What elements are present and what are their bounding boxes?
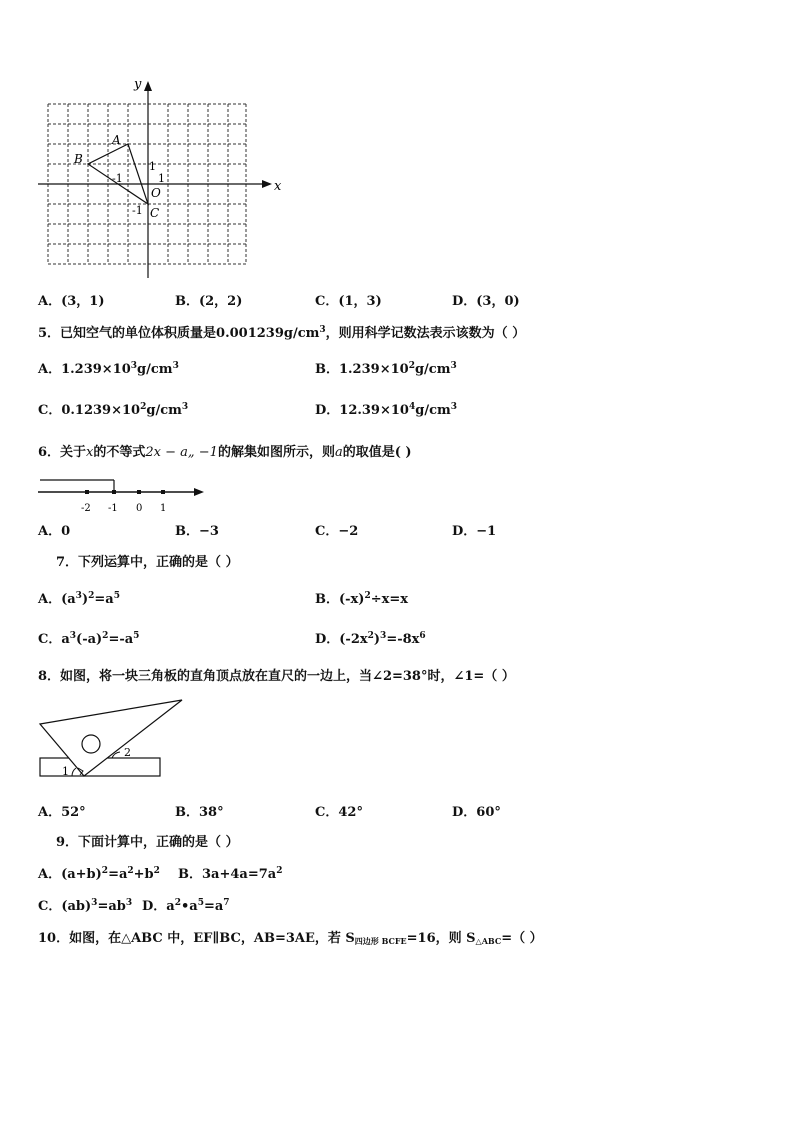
tick-mark [137, 490, 141, 494]
q8-stem: 8．如图，将一块三角板的直角顶点放在直尺的一边上，当∠2=38°时，∠1=（ ） [38, 669, 515, 684]
q5-option-d[interactable]: D．$12.39\times 10^4g/cm^3$ [315, 402, 458, 418]
q6-option-a[interactable]: A．0 [38, 524, 71, 539]
origin-label: O [151, 186, 161, 200]
numberline-label: 1 [160, 503, 167, 514]
q7-option-b[interactable]: B．$(-x)^2\div x=x$ [315, 591, 408, 607]
q9-option-c[interactable]: C．$(ab)^3=ab^3$ [38, 898, 133, 914]
y-axis-label: y [134, 77, 142, 92]
point-a-label: A [112, 133, 121, 147]
q4-option-b[interactable]: B．(2，2) [175, 294, 243, 309]
tick-mark [161, 490, 165, 494]
tick-y-neg: -1 [132, 204, 143, 217]
q7-stem: 7．下列运算中，正确的是（ ） [56, 555, 239, 570]
q6-option-b[interactable]: B．−3 [175, 524, 219, 539]
q9-option-a[interactable]: A．$(a+b)^2=a^2+b^2$ [38, 866, 160, 882]
q6-option-c[interactable]: C．−2 [315, 524, 359, 539]
numberline-label: -1 [108, 503, 118, 514]
q6-option-d[interactable]: D．−1 [452, 524, 497, 539]
tick-mark [85, 490, 89, 494]
q9-stem: 9．下面计算中，正确的是（ ） [56, 835, 239, 850]
q7-option-a[interactable]: A．$(a^3)^2=a^5$ [38, 591, 120, 607]
tick-x-neg: -1 [112, 172, 123, 185]
tick-mark [112, 490, 116, 494]
q7-option-c[interactable]: C．$a^3(-a)^2=-a^5$ [38, 631, 140, 647]
point-b-label: B [74, 152, 83, 166]
q5-option-c[interactable]: C．$0.1239\times 10^2g/cm^3$ [38, 402, 189, 418]
q4-option-d[interactable]: D．(3，0) [452, 294, 520, 309]
q6-stem: 6．关于x的不等式2x − a„ −1的解集如图所示，则a的取值是( ) [38, 445, 412, 460]
number-line-arrow [194, 488, 204, 496]
q8-option-b[interactable]: B．38° [175, 805, 224, 820]
q8-option-c[interactable]: C．42° [315, 805, 363, 820]
number-line-figure [36, 476, 210, 516]
q8-option-d[interactable]: D．60° [452, 805, 501, 820]
q9-option-b[interactable]: B．$3a+4a=7a^2$ [178, 866, 283, 882]
q8-option-a[interactable]: A．52° [38, 805, 86, 820]
angle2-label: 2 [124, 746, 131, 759]
q4-option-c[interactable]: C．(1，3) [315, 294, 382, 309]
tick-x-pos: 1 [158, 172, 165, 185]
q7-option-d[interactable]: D．$(-2x^2)^3=-8x^6$ [315, 631, 426, 647]
coordinate-grid-figure [34, 74, 288, 284]
q5-stem: 5．已知空气的单位体积质量是$0.001239g/cm^3$，则用科学记数法表示该数为（ ） [38, 325, 526, 341]
numberline-label: 0 [136, 503, 143, 514]
q5-option-a[interactable]: A．$1.239\times 10^3g/cm^3$ [38, 361, 179, 377]
tick-y-pos: 1 [149, 160, 156, 173]
q4-option-a[interactable]: A．(3，1) [38, 294, 105, 309]
angle1-label: 1 [62, 765, 69, 778]
x-axis-arrow [262, 180, 272, 188]
triangle-ruler-figure [36, 696, 186, 782]
q5-option-b[interactable]: B．$1.239\times 10^2g/cm^3$ [315, 361, 457, 377]
y-axis-arrow [144, 81, 152, 91]
point-c-label: C [150, 206, 160, 220]
angle1-arc [72, 768, 76, 776]
x-axis-label: x [274, 179, 282, 194]
q10-stem: 10．如图，在△ABC 中，EF∥BC，AB=3AE，若 $S_{四边形 BCFE}=16$，则 $S_{\triangle ABC}=$（ ） [38, 931, 543, 946]
q9-option-d[interactable]: D．$a^2•a^5=a^7$ [142, 898, 230, 914]
numberline-label: -2 [81, 503, 91, 514]
